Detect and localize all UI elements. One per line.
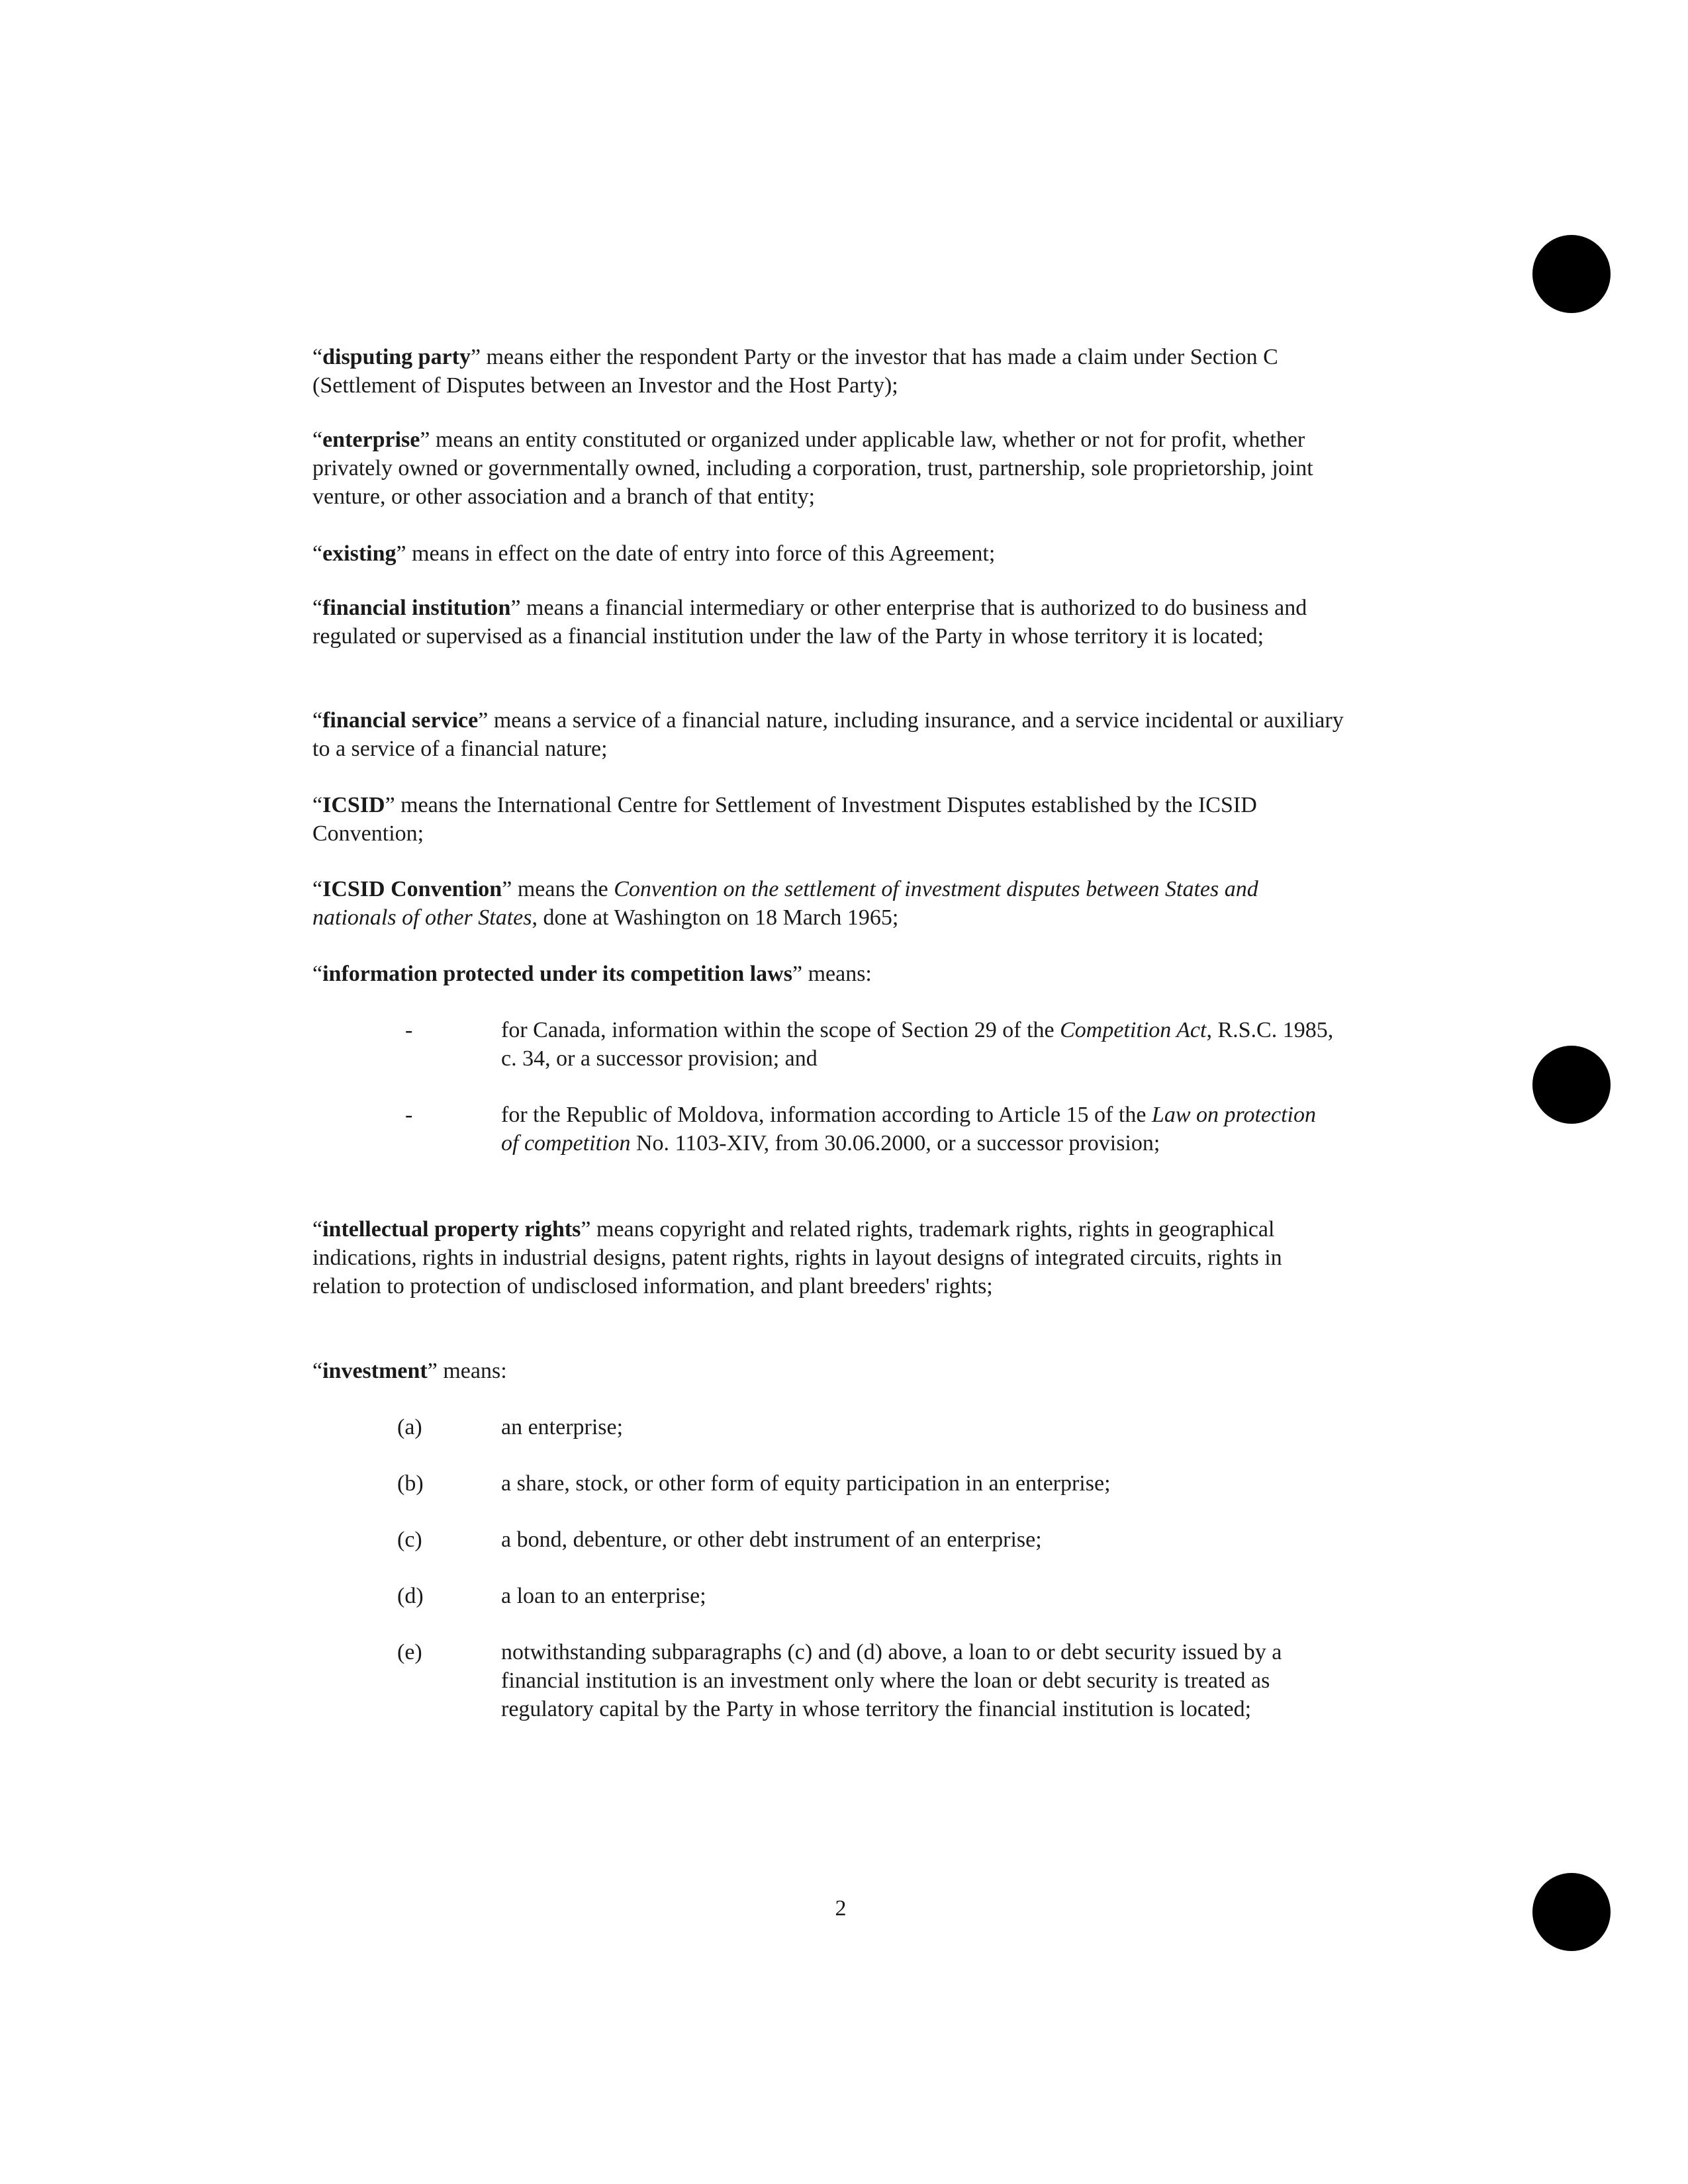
definition-investment: “investment” means:: [312, 1359, 507, 1383]
definition-intellectual-property-rights: “intellectual property rights” means copyright and related rights, trademark rights, rights in geographical indications, rights in industrial designs, patent rights, rights in layout designs of integrated circuits, rights in relation to protection of undisclosed information, and plant breeders' rights;: [312, 1217, 1282, 1298]
definition-financial-institution: “financial institution” means a financial intermediary or other enterprise that is authorized to do business and regulated or supervised as a financial institution under the law of the Party in whose territory it is located;: [312, 596, 1307, 649]
term-intellectual-property-rights: intellectual property rights: [322, 1217, 581, 1242]
document-page: “disputing party” means either the respondent Party or the investor that has made a claim under Section C (Settlement of Disputes between an Investor and the Host Party); “enterprise” means an entity constituted or organized under applicable law, whether or not for profit, whether privately owned or governmentally owned, including a corporation, trust, partnership, sole proprietorship, joint venture, or other association and a branch of that entity; “existing” means in effect on the date of entry into force of this Agreement; “financial institution” means a financial intermediary or other enterprise that is authorized to do business and regulated or supervised as a financial institution under the law of the Party in whose territory it is located; “financial service” means a service of a financial nature, including insurance, and a service incidental or auxiliary to a service of a financial nature; “ICSID” means the International Centre for Settlement of Investment Disputes established by the ICSID Convention; “ICSID Convention” means the Convention on the settlement of investment disputes between States and nationals of other States, done at Washington on 18 March 1965; “information protected under its competition laws” means: - for Canada, information within the scope of Section 29 of the Competition Act, R.S.C. 1985, c. 34, or a successor provision; and - for the Republic of Moldova, information according to Article 15 of the Law on protection of competition No. 1103-XIV, from 30.06.2000, or a successor provision; “intellectual property rights” means copyright and related rights, trademark rights, rights in geographical indications, rights in industrial designs, patent rights, rights in layout designs of integrated circuits, rights in relation to protection of undisclosed information, and plant breeders' rights; “investment” means: (a) an enterprise; (b) a share, stock, or other form of equity participation in an enterprise; (c) a bond, debenture, or other debt instrument of an enterprise; (d) a loan to an enterprise; (e) notwithstanding subparagraphs (c) and (d) above, a loan to or debt security issued by a financial institution is an investment only where the loan or debt security is treated as regulatory capital by the Party in whose territory the financial institution is located; 2: [0, 0, 1688, 2184]
term-disputing-party: disputing party: [322, 345, 471, 369]
definition-icsid: “ICSID” means the International Centre for Settlement of Investment Disputes established by the ICSID Convention;: [312, 793, 1257, 846]
definition-icsid-convention: “ICSID Convention” means the Convention on the settlement of investment disputes between States and nationals of other States, done at Washington on 18 March 1965;: [312, 877, 1258, 930]
definition-information-protected: “information protected under its competition laws” means:: [312, 962, 872, 986]
definition-existing: “existing” means in effect on the date of entry into force of this Agreement;: [312, 541, 996, 566]
term-financial-service: financial service: [322, 708, 479, 733]
punch-hole-bottom: [1532, 1873, 1611, 1951]
definition-financial-service: “financial service” means a service of a financial nature, including insurance, and a service incidental or auxiliary to a service of a financial nature;: [312, 708, 1344, 761]
term-icsid-convention: ICSID Convention: [322, 877, 502, 901]
punch-hole-middle: [1532, 1046, 1611, 1124]
term-enterprise: enterprise: [322, 428, 420, 452]
term-icsid: ICSID: [322, 793, 385, 817]
page-number: 2: [835, 1896, 847, 1921]
term-existing: existing: [322, 541, 397, 566]
term-financial-institution: financial institution: [322, 596, 511, 620]
term-investment: investment: [322, 1359, 428, 1383]
term-information-protected: information protected under its competition laws: [322, 962, 792, 986]
punch-hole-top: [1532, 235, 1611, 313]
definition-enterprise: “enterprise” means an entity constituted or organized under applicable law, whether or not for profit, whether privately owned or governmentally owned, including a corporation, trust, partnership, sole proprietorship, joint venture, or other association and a branch of that entity;: [312, 428, 1313, 509]
definition-disputing-party: “disputing party” means either the respondent Party or the investor that has made a claim under Section C (Settlement of Disputes between an Investor and the Host Party);: [312, 345, 1278, 398]
